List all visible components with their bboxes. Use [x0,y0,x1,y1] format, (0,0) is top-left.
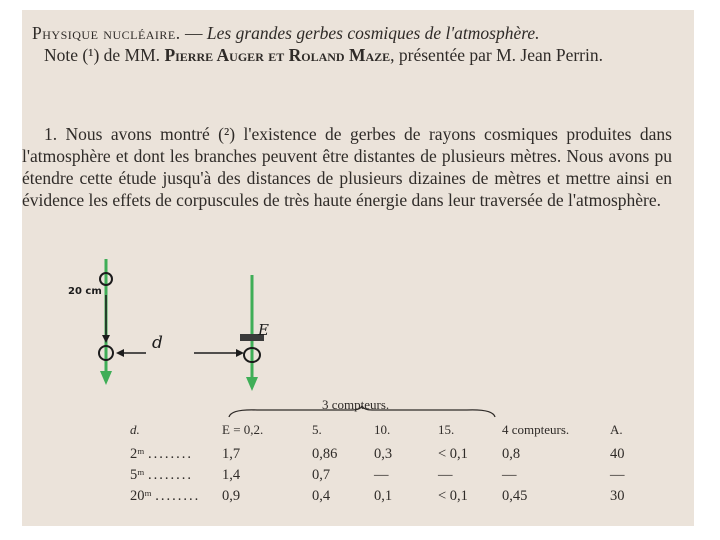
distance-arrow-right [236,349,244,357]
row-5m-15: — [438,467,453,483]
results-table [122,397,652,517]
right-arrow-head [246,377,258,391]
header-d: d. [130,422,140,437]
counter-diagram [62,255,292,395]
row-5m-a: — [610,467,625,483]
row-2m-dots: ........ [147,446,193,462]
row-5m-e02: 1,4 [222,467,241,483]
row-20m-10: 0,1 [374,488,393,504]
header-5: 5. [312,422,322,437]
note-suffix: , présentée par M. Jean Perrin. [390,45,603,65]
note-prefix: Note (¹) de MM. [44,45,165,65]
group-header: 3 compteurs. [322,397,390,412]
row-2m-10: 0,3 [374,446,393,462]
header-dash: — [180,23,207,43]
row-2m-4compteurs: 0,8 [502,446,521,462]
paragraph-1: 1. Nous avons montré (²) l'existence de gerbes de rayons cosmiques produites dans l'atmosphère et dont les branches peuvent être distantes de plusieurs mètres. Nous avons pu étendre cette étude jusqu'à des distances de plusieurs dizaines de mètres et mettre ainsi en évidence les effets de corpuscules de très haute énergie dans leur traversée de l'atmosphère. [22,124,672,210]
row-20m-d: 20ᵐ [130,488,152,504]
row-5m-4compteurs: — [502,467,517,483]
note-header [32,22,682,66]
header-15: 15. [438,422,455,437]
article-title: Les grandes gerbes cosmiques de l'atmosphère. [206,23,540,43]
row-20m-5: 0,4 [312,488,331,504]
row-5m-10: — [374,467,389,483]
row-5m-5: 0,7 [312,467,331,483]
row-20m-dots: ........ [155,488,201,504]
row-2m-15: < 0,1 [438,446,468,462]
spacing-arrow-head [102,335,110,343]
body-text [22,123,672,211]
row-20m-4compteurs: 0,45 [502,488,528,504]
header-a: A. [610,422,623,437]
header-10: 10. [374,422,391,437]
screen-label: E [258,321,269,339]
row-5m-distance [130,467,193,484]
authors: Pierre Auger et Roland Maze [164,45,391,65]
section-title: Physique nucléaire. [32,23,181,43]
row-20m-e02: 0,9 [222,488,241,504]
row-2m-5: 0,86 [312,446,338,462]
row-20m-a: 30 [610,488,625,504]
group-brace [227,405,497,419]
row-5m-dots: ........ [147,467,193,483]
header-4-compteurs: 4 compteurs. [502,422,570,437]
spacing-label: 20 cm [68,286,102,297]
document-page [22,10,694,526]
distance-label: d [152,333,163,353]
row-2m-e02: 1,7 [222,446,241,462]
distance-arrow-left [116,349,124,357]
row-2m-d: 2ᵐ [130,446,145,462]
row-5m-d: 5ᵐ [130,467,145,483]
row-20m-15: < 0,1 [438,488,468,504]
left-arrow-head [100,371,112,385]
row-2m-distance [130,446,193,463]
header-e02: E = 0,2. [222,422,264,437]
row-20m-distance [130,488,200,505]
row-2m-a: 40 [610,446,625,462]
